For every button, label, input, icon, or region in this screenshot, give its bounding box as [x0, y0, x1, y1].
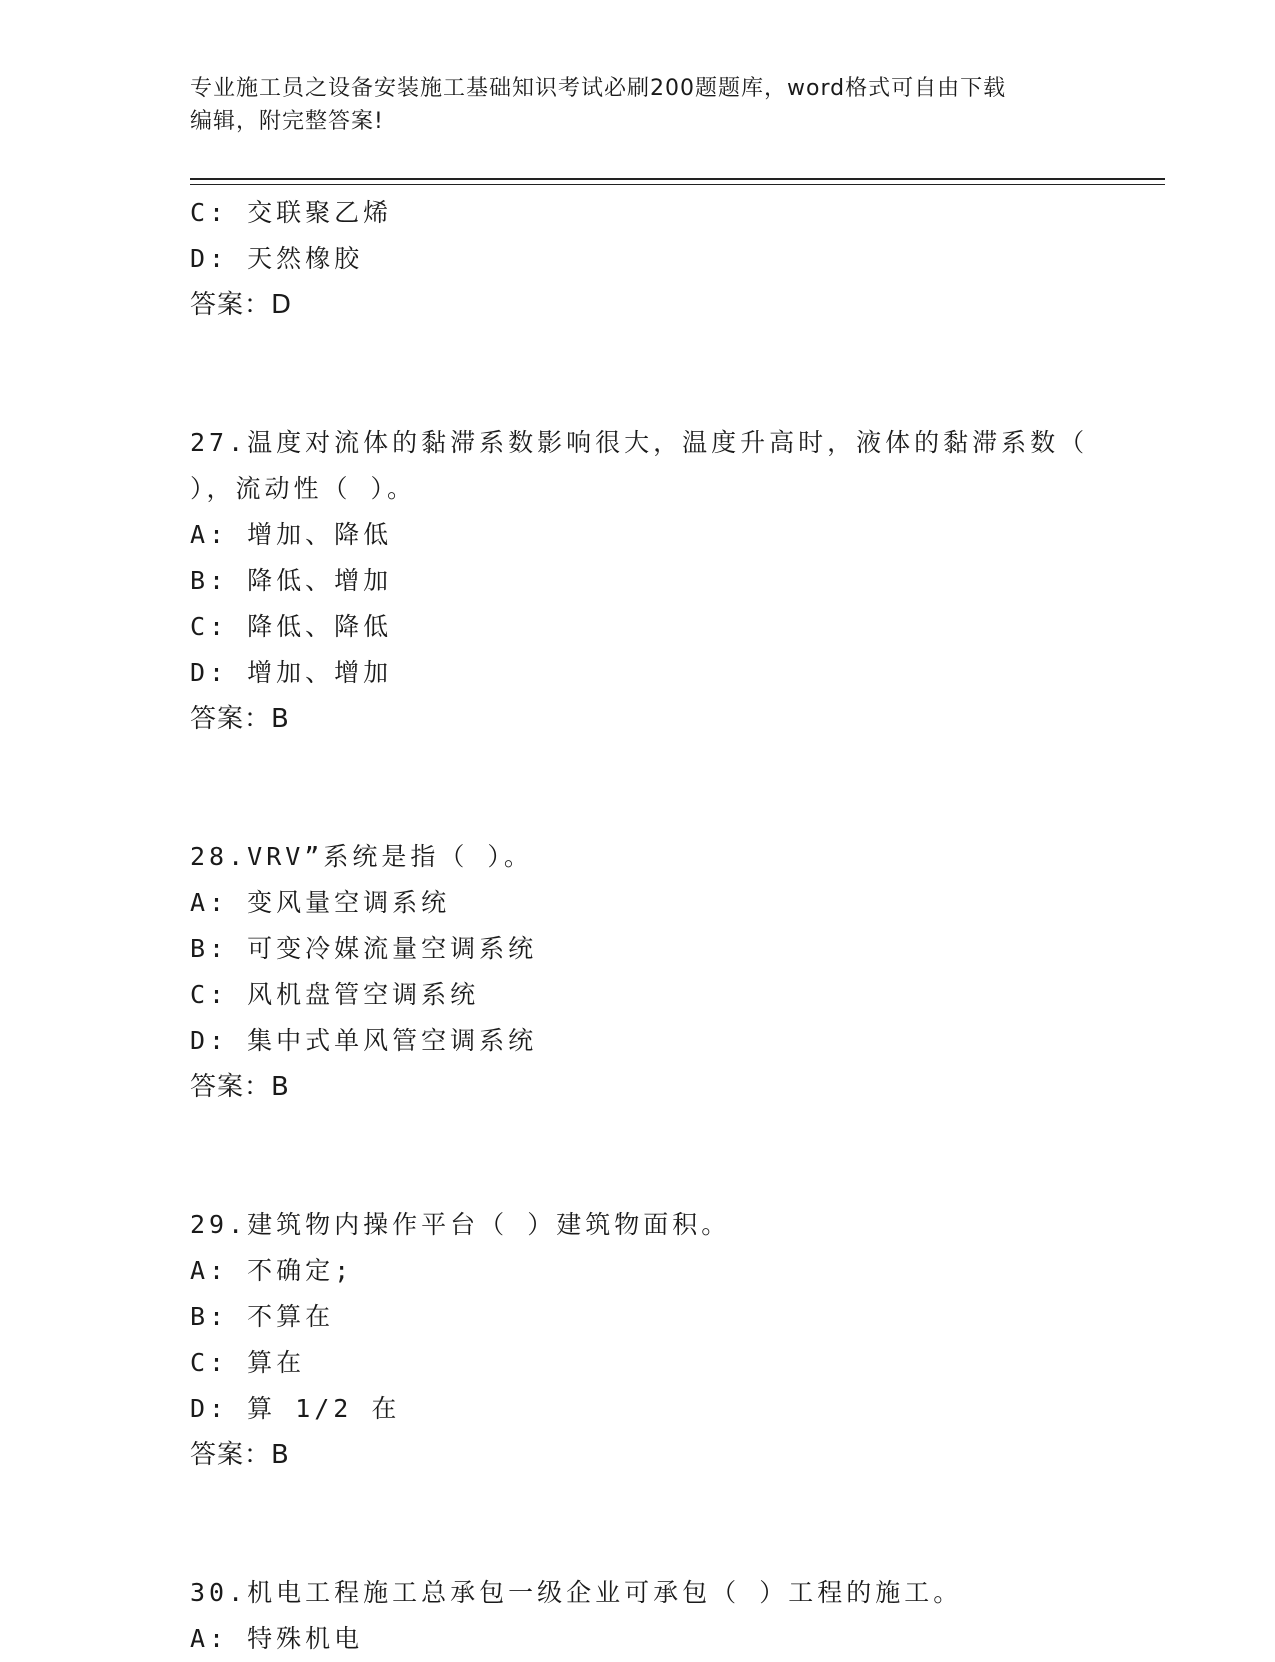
question-stem-continued: ），流动性（ ）。 [190, 474, 417, 503]
option-a: A: 不确定; [190, 1256, 354, 1285]
option-a: A: 增加、降低 [190, 520, 393, 549]
option-b: B: 降低、增加 [190, 566, 393, 595]
document-header [190, 72, 1090, 138]
answer-text: 答案：B [190, 704, 290, 734]
option-a: A: 特殊机电 [190, 1624, 364, 1653]
question-stem: 28.VRV”系统是指（ ）。 [190, 842, 533, 871]
header-rule-thick [190, 178, 1165, 180]
option-d: D: 算 1/2 在 [190, 1394, 401, 1423]
question-block-30 [190, 1570, 1090, 1662]
option-c: C: 风机盘管空调系统 [190, 980, 480, 1009]
question-stem: 30.机电工程施工总承包一级企业可承包（ ）工程的施工。 [190, 1578, 963, 1607]
question-block-26 [190, 190, 1090, 328]
option-b: B: 不算在 [190, 1302, 335, 1331]
header-rule-thin [190, 184, 1165, 185]
option-c: C: 算在 [190, 1348, 306, 1377]
option-c: C: 交联聚乙烯 [190, 198, 393, 227]
option-b: B: 可变冷媒流量空调系统 [190, 934, 538, 963]
header-title-line-2: 编辑，附完整答案! [190, 109, 384, 134]
question-stem: 29.建筑物内操作平台（ ）建筑物面积。 [190, 1210, 731, 1239]
question-list [190, 190, 1090, 1662]
option-a: A: 变风量空调系统 [190, 888, 451, 917]
question-block-29 [190, 1202, 1090, 1478]
question-stem: 27.温度对流体的黏滞系数影响很大，温度升高时，液体的黏滞系数（ [190, 428, 1089, 457]
question-block-27 [190, 420, 1090, 742]
option-d: D: 集中式单风管空调系统 [190, 1026, 538, 1055]
answer-text: 答案：B [190, 1072, 290, 1102]
answer-text: 答案：B [190, 1440, 290, 1470]
option-d: D: 增加、增加 [190, 658, 393, 687]
header-title-line-1: 专业施工员之设备安装施工基础知识考试必刷200题题库，word格式可自由下载 [190, 76, 1007, 101]
option-d: D: 天然橡胶 [190, 244, 364, 273]
question-block-28 [190, 834, 1090, 1110]
option-c: C: 降低、降低 [190, 612, 393, 641]
answer-text: 答案：D [190, 290, 293, 320]
